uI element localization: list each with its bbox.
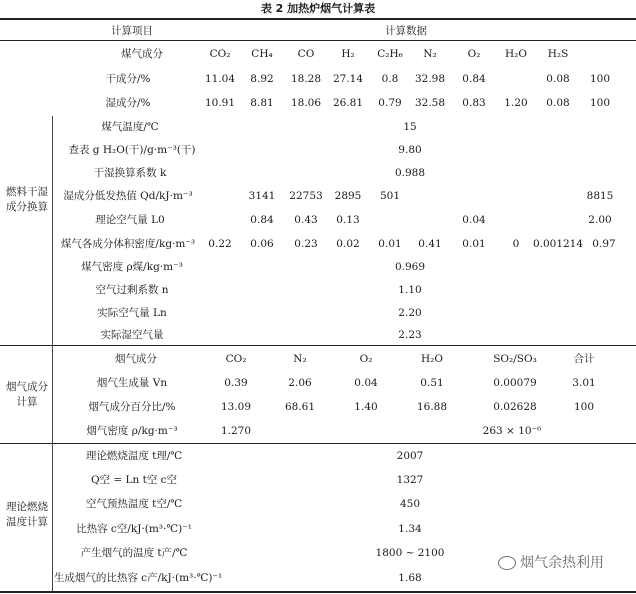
- col-header: CO₂: [209, 48, 231, 60]
- cell: 0.22: [208, 238, 232, 250]
- top-rule: [0, 18, 636, 20]
- cell: 16.88: [416, 401, 448, 413]
- col-header: 合计: [573, 353, 595, 365]
- cell: 0.51: [420, 377, 444, 389]
- cell: 100: [589, 97, 611, 109]
- cell: 3141: [248, 190, 276, 202]
- col-header: O₂: [467, 48, 481, 60]
- col-header: C₂H₆: [377, 48, 403, 60]
- cell: 501: [379, 190, 401, 202]
- cell: 0.23: [294, 238, 318, 250]
- cell: 68.61: [284, 401, 316, 413]
- row-label: 比热容 c空/kJ·(m³·℃)⁻¹: [76, 523, 192, 535]
- row-label: Q空 = Ln t空 c空: [90, 474, 178, 486]
- cell: 0.97: [592, 238, 616, 250]
- row-label: 产生烟气的温度 t产/℃: [80, 547, 188, 559]
- cell: 0.01: [462, 238, 486, 250]
- cell: 100: [573, 401, 595, 413]
- gas-label: 煤气成分: [121, 48, 163, 60]
- cell: 0.001214: [532, 238, 584, 250]
- cell: 0.84: [462, 73, 486, 85]
- row-label: 空气过剩系数 n: [95, 284, 169, 296]
- gas-label: 烟气成分: [115, 353, 157, 365]
- col-header: SO₂/SO₃: [493, 353, 537, 365]
- cell: 8.81: [250, 97, 274, 109]
- row-label: 干成分/%: [105, 73, 151, 85]
- cell: 27.14: [332, 73, 364, 85]
- cell: 15: [403, 121, 417, 133]
- col-header: H₂: [341, 48, 355, 60]
- header-item: 计算项目: [111, 25, 153, 37]
- cell: 1.68: [398, 572, 422, 584]
- cell: 32.58: [414, 97, 446, 109]
- col-header: N₂: [423, 48, 437, 60]
- cell: 0.06: [250, 238, 274, 250]
- cell: 0.969: [394, 261, 426, 273]
- cell: 0.02628: [493, 401, 537, 413]
- cell: 18.28: [290, 73, 322, 85]
- cell: 450: [399, 498, 421, 510]
- cell: 0.04: [354, 377, 378, 389]
- col-header: CO: [297, 48, 315, 60]
- cell: 2.06: [288, 377, 312, 389]
- cell: 263 × 10⁻⁶: [482, 425, 542, 437]
- row-label: 烟气成分百分比/%: [88, 401, 176, 413]
- col-header: N₂: [293, 353, 307, 365]
- cell: 0.04: [462, 214, 486, 226]
- cell: 1800 ~ 2100: [375, 547, 445, 559]
- col-header: CH₄: [251, 48, 273, 60]
- cell: 0.43: [294, 214, 318, 226]
- cell: 8815: [586, 190, 614, 202]
- col-header: H₂O: [505, 48, 527, 60]
- col-header: H₂O: [421, 353, 443, 365]
- cell: 0.988: [394, 167, 426, 179]
- cell: 0.13: [336, 214, 360, 226]
- row-label: 空气预热温度 t空/℃: [85, 498, 183, 510]
- col-header: H₂S: [547, 48, 569, 60]
- row-label: 煤气密度 ρ煤/kg·m⁻³: [81, 261, 183, 273]
- cell: 22753: [289, 190, 323, 202]
- row-label: 查表 g H₂O(干)/g·m⁻³(干): [68, 144, 196, 156]
- row-label: 湿成分/%: [105, 97, 151, 109]
- col-header: CO₂: [225, 353, 247, 365]
- cell: 0.8: [381, 73, 399, 85]
- cell: 0.83: [462, 97, 486, 109]
- cell: 0.08: [546, 97, 570, 109]
- section-rule-2: [0, 443, 636, 444]
- wechat-icon: [498, 556, 516, 570]
- bottom-rule: [0, 591, 636, 593]
- cell: 13.09: [220, 401, 252, 413]
- cell: 1.20: [504, 97, 528, 109]
- cell: 0.00079: [493, 377, 537, 389]
- cell: 1327: [396, 474, 424, 486]
- row-label: 实际空气量 Ln: [97, 307, 167, 319]
- cell: 0.79: [378, 97, 402, 109]
- cell: 2895: [334, 190, 362, 202]
- cell: 0.01: [378, 238, 402, 250]
- section-label-1: 燃料干湿成分换算: [6, 186, 48, 213]
- cell: 2.00: [588, 214, 612, 226]
- row-label: 实际湿空气量: [100, 329, 164, 341]
- cell: 100: [589, 73, 611, 85]
- cell: 10.91: [204, 97, 236, 109]
- cell: 2.23: [398, 329, 422, 341]
- cell: 1.40: [354, 401, 378, 413]
- cell: 0.84: [250, 214, 274, 226]
- row-label: 生成烟气的比热容 c产/kJ·(m³·℃)⁻¹: [53, 572, 223, 584]
- cell: 2007: [396, 450, 424, 462]
- watermark: 烟气余热利用: [498, 552, 604, 572]
- cell: 0.41: [418, 238, 442, 250]
- cell: 3.01: [572, 377, 596, 389]
- cell: 0.02: [336, 238, 360, 250]
- row-label: 烟气生成量 Vn: [96, 377, 168, 389]
- section-divider: [52, 116, 53, 591]
- row-label: 湿成分低发热值 Qd/kJ·m⁻³: [63, 190, 193, 202]
- section-rule-1: [0, 345, 636, 346]
- row-label: 干湿换算系数 k: [93, 167, 167, 179]
- table-title: 表 2 加热炉烟气计算表: [260, 2, 376, 15]
- cell: 26.81: [332, 97, 364, 109]
- cell: 1.34: [398, 523, 422, 535]
- row-label: 理论燃烧温度 t理/℃: [85, 450, 183, 462]
- cell: 11.04: [204, 73, 236, 85]
- row-label: 煤气温度/℃: [101, 121, 159, 133]
- cell: 1.10: [398, 284, 422, 296]
- section-label-3: 理论燃烧温度计算: [6, 501, 48, 528]
- cell: 8.92: [250, 73, 274, 85]
- cell: 18.06: [290, 97, 322, 109]
- row-label: 烟气密度 ρ/kg·m⁻³: [86, 425, 178, 437]
- cell: 2.20: [398, 307, 422, 319]
- row-label: 理论空气量 L0: [95, 214, 165, 226]
- cell: 0: [512, 238, 520, 250]
- cell: 32.98: [414, 73, 446, 85]
- cell: 0.08: [546, 73, 570, 85]
- col-header: O₂: [359, 353, 373, 365]
- header-data: 计算数据: [385, 25, 427, 37]
- row-label: 煤气各成分体积密度/kg·m⁻³: [60, 238, 196, 250]
- cell: 1.270: [220, 425, 252, 437]
- cell: 9.80: [398, 144, 422, 156]
- section-label-2: 烟气成分计算: [6, 381, 48, 408]
- cell: 0.39: [224, 377, 248, 389]
- header-rule: [0, 40, 636, 41]
